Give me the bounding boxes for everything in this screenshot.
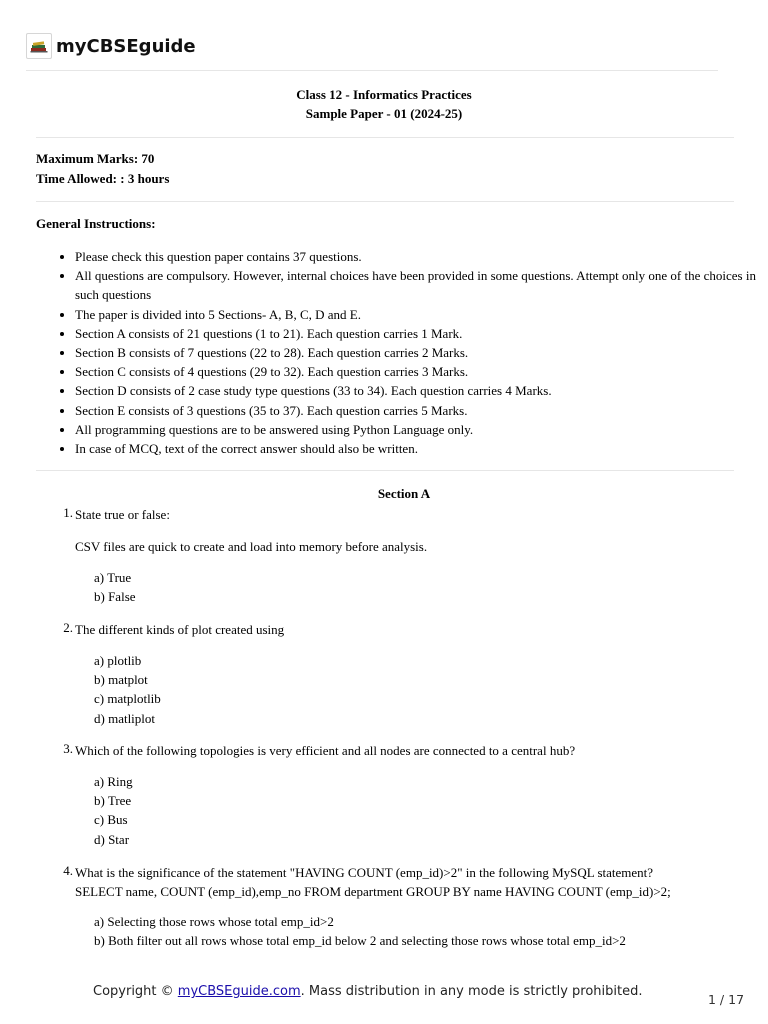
- list-item: • Section A consists of 21 questions (1 to 21). Each question carries 1 Mark.: [75, 324, 768, 343]
- list-item: • All programming questions are to be answered using Python Language only.: [75, 420, 768, 439]
- copyright-notice: [93, 984, 642, 999]
- list-item: • In case of MCQ, text of the correct answer should also be written.: [75, 439, 768, 458]
- list-item: • Section E consists of 3 questions (35 to 37). Each question carries 5 Marks.: [75, 401, 768, 420]
- question-number: 3.: [63, 741, 73, 756]
- options-list: [94, 912, 744, 950]
- paper-subtitle: Sample Paper - 01 (2024-25): [305, 106, 463, 121]
- question-text: State true or false:: [75, 507, 170, 522]
- list-item: • The paper is divided into 5 Sections- A, B, C, D and E.: [75, 305, 768, 324]
- question-number: 1.: [63, 505, 73, 520]
- option: a) Ring: [94, 774, 133, 789]
- divider: [36, 137, 734, 138]
- option: c) matplotlib: [94, 691, 161, 707]
- question-text: What is the significance of the statement "HAVING COUNT (emp_id)>2" in the following MySQL statement?: [75, 865, 654, 880]
- list-item: • Please check this question paper contains 37 questions.: [75, 247, 768, 266]
- divider: [36, 470, 734, 471]
- list-item: • Section D consists of 2 case study type questions (33 to 34). Each question carries 4 Marks.: [75, 381, 768, 400]
- page-number: 1 / 17: [708, 992, 745, 1007]
- copyright-suffix: . Mass distribution in any mode is strictly prohibited.: [300, 984, 643, 999]
- header-divider: [26, 70, 718, 71]
- options-list: [94, 651, 161, 728]
- option: b) matplot: [94, 672, 148, 688]
- option: a) True: [94, 570, 132, 585]
- header: [26, 32, 196, 60]
- list-item: • Section B consists of 7 questions (22 to 28). Each question carries 2 Marks.: [75, 343, 768, 362]
- option: b) False: [94, 589, 136, 605]
- list-item: • All questions are compulsory. However, internal choices have been provided in some questions. Attempt only one of the choices in such questions: [75, 266, 768, 304]
- section-title: Section A: [377, 486, 431, 501]
- option: b) Both filter out all rows whose total emp_id below 2 and selecting those rows whose total emp_id>2: [94, 933, 626, 949]
- list-item: • Section C consists of 4 questions (29 to 32). Each question carries 3 Marks.: [75, 362, 768, 381]
- brand-name[interactable]: myCBSEguide: [56, 35, 196, 57]
- question-text: The different kinds of plot created using: [75, 622, 285, 637]
- option: a) plotlib: [94, 653, 142, 668]
- question-number: 4.: [63, 863, 73, 878]
- instructions-heading: General Instructions:: [36, 216, 156, 231]
- divider: [36, 201, 734, 202]
- books-logo-icon[interactable]: [26, 33, 52, 59]
- mycbseguide-link[interactable]: myCBSEguide.com: [177, 984, 301, 999]
- instructions-list: [36, 247, 768, 458]
- option: d) Star: [94, 831, 130, 847]
- question-subtext: CSV files are quick to create and load into memory before analysis.: [75, 539, 428, 554]
- copyright-prefix: Copyright ©: [93, 984, 178, 999]
- option: d) matliplot: [94, 710, 156, 726]
- options-list: [94, 772, 133, 849]
- option: b) Tree: [94, 793, 132, 809]
- question-text: Which of the following topologies is very efficient and all nodes are connected to a central hub?: [75, 743, 576, 758]
- option: a) Selecting those rows whose total emp_id>2: [94, 914, 334, 929]
- time-allowed: Time Allowed: : 3 hours: [36, 171, 170, 186]
- option: c) Bus: [94, 812, 128, 828]
- max-marks: Maximum Marks: 70: [36, 151, 155, 166]
- paper-title: Class 12 - Informatics Practices: [296, 87, 472, 102]
- question-sql: SELECT name, COUNT (emp_id),emp_no FROM department GROUP BY name HAVING COUNT (emp_id)>2;: [75, 884, 671, 899]
- question-number: 2.: [63, 620, 73, 635]
- options-list: [94, 568, 136, 606]
